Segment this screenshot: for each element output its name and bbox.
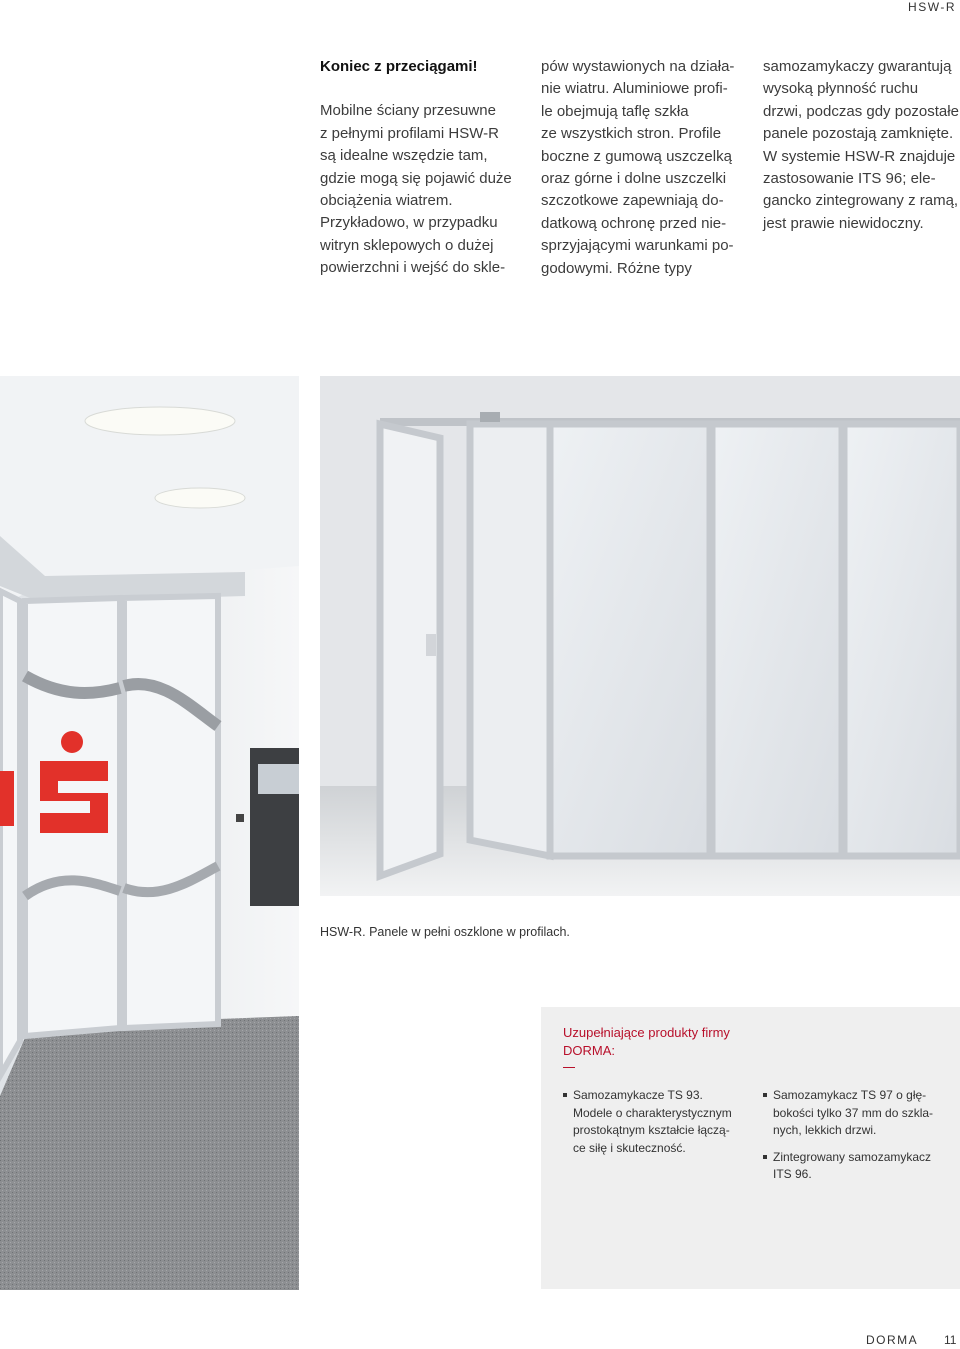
title-dash — [563, 1067, 575, 1068]
text-column-1-body: Mobilne ściany przesuwne z pełnymi profilami HSW-R są idealne wszędzie tam, gdzie mogą się pojawić duże obciążenia wiatrem. Przykładowo, w przypadku witryn sklepowych o dużej powierzchni i wejść do skle- — [320, 102, 512, 277]
text-column-2: pów wystawionych na działa- nie wiatru. Aluminiowe profi- le obejmują taflę szkła ze wszystkich stron. Profile boczne z gumową uszczelką oraz górne i dolne uszczelki szczotkowe zapewniają do- datkową ochronę przed nie- sprzyjającymi warunkami po- godowymi. Różne typy — [541, 58, 735, 277]
products-title: Uzupełniające produkty firmy DORMA: — [563, 1025, 730, 1058]
text-column-3: samozamykaczy gwarantują wysoką płynność ruchu drzwi, podczas gdy pozostałe panele pozostają zamknięte. W systemie HSW-R znajduje zastosowanie ITS 96; ele- gancko zintegrowany z ramą, jest prawie niewidoczny. — [763, 58, 959, 232]
section-tag: HSW-R — [908, 0, 956, 14]
list-item: Samozamykacze TS 93. Modele o charakterystycznym prostokątnym kształcie łączą- ce siłę i skuteczność. — [563, 1087, 743, 1157]
photo-caption: HSW-R. Panele w pełni oszklone w profilach. — [320, 925, 570, 939]
photo-bank-entrance — [0, 376, 299, 1290]
photo-hsw-r-panels — [320, 376, 960, 896]
products-list-right — [763, 1087, 948, 1193]
article-heading: Koniec z przeciągami! — [320, 58, 478, 75]
list-item: Samozamykacz TS 97 o głę- bokości tylko 37 mm do szkla- nych, lekkich drzwi. — [763, 1087, 948, 1140]
complementary-products-box — [541, 1007, 960, 1289]
list-item: Zintegrowany samozamykacz ITS 96. — [763, 1149, 948, 1184]
page-number: 11 — [944, 1333, 957, 1347]
footer-brand: DORMA — [866, 1333, 919, 1347]
products-list-left — [563, 1087, 743, 1166]
text-column-1 — [320, 56, 520, 280]
ceiling-light — [85, 407, 235, 435]
ceiling-light — [155, 488, 245, 508]
